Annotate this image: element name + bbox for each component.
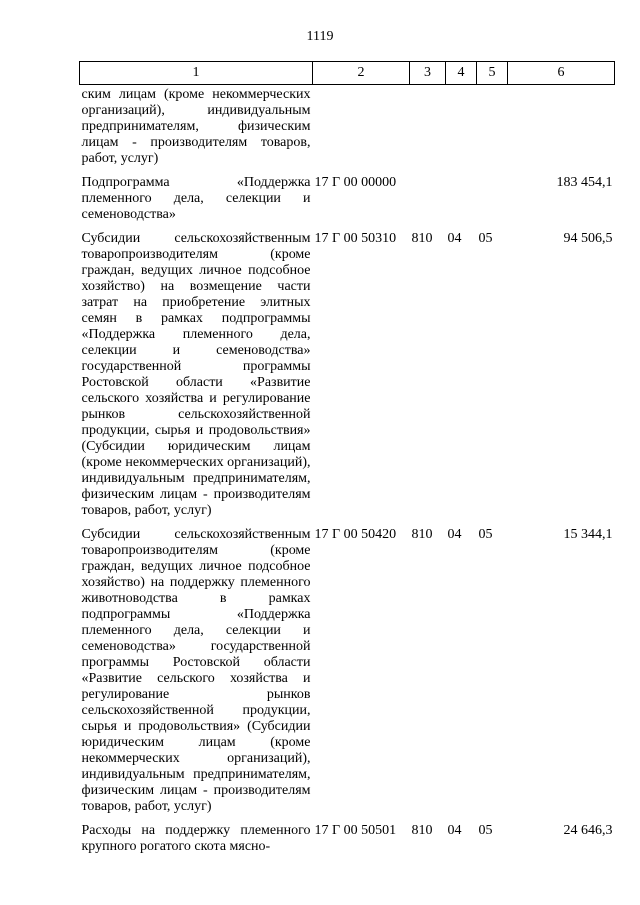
row-rz	[446, 167, 477, 223]
row-pr: 05	[478, 527, 493, 542]
column-header: 2	[313, 62, 410, 85]
row-sum: 24 646,3	[563, 823, 613, 838]
row-code: 17 Г 00 50310	[314, 231, 397, 246]
row-rz: 04	[447, 231, 462, 246]
table-header-row	[80, 62, 615, 85]
row-code: 17 Г 00 50420	[314, 527, 397, 542]
row-name: Расходы на поддержку племенного крупного рогатого скота мясно-	[81, 823, 311, 854]
row-pr	[477, 167, 508, 223]
column-header: 5	[477, 62, 508, 85]
row-name: Подпрограмма «Поддержка племенного дела, селекции и семеноводства»	[81, 175, 311, 222]
row-name: ским лицам (кроме некоммерческих организаций), индивидуальным предпринимателям, физическим лицам - производителям товаров, работ, услуг)	[80, 85, 313, 168]
row-rz: 04	[447, 527, 462, 542]
row-code: 17 Г 00 50501	[314, 823, 397, 838]
column-header: 1	[80, 62, 313, 85]
row-vr: 810	[411, 527, 433, 542]
table-row	[80, 223, 615, 519]
table-row	[80, 167, 615, 223]
table-row	[80, 815, 615, 855]
row-rz	[446, 85, 477, 168]
row-pr: 05	[478, 231, 493, 246]
row-sum	[508, 85, 615, 168]
row-vr: 810	[411, 231, 433, 246]
page-number: 1119	[306, 29, 334, 44]
budget-table	[79, 61, 615, 855]
row-code	[313, 85, 410, 168]
row-pr	[477, 85, 508, 168]
row-vr: 810	[411, 823, 433, 838]
row-rz: 04	[447, 823, 462, 838]
table-row	[80, 519, 615, 815]
column-header: 3	[410, 62, 446, 85]
row-name: Субсидии сельскохозяйственным товаропроизводителям (кроме граждан, ведущих личное подсобное хозяйство) на поддержку племенного животноводства в рамках подпрограммы «Поддержка племенного дела, селекции и семеноводства» государственной программы Ростовской области «Развитие сельского хозяйства и регулирование рынков сельскохозяйственной продукции, сырья и продовольствия» (Субсидии юридическим лицам (кроме некоммерческих организаций), индивидуальным предпринимателям, физическим лицам - производителям товаров, работ, услуг)	[81, 527, 311, 814]
column-header: 6	[508, 62, 615, 85]
row-name: Субсидии сельскохозяйственным товаропроизводителям (кроме граждан, ведущих личное подсобное хозяйство) на возмещение части затрат на приобретение элитных семян в рамках подпрограммы «Поддержка племенного дела, селекции и семеноводства» государственной программы Ростовской области «Развитие сельского хозяйства и регулирование рынков сельскохозяйственной продукции, сырья и продовольствия» (Субсидии юридическим лицам (кроме некоммерческих организаций), индивидуальным предпринимателям, физическим лицам - производителям товаров, работ, услуг)	[81, 231, 311, 518]
column-header: 4	[446, 62, 477, 85]
row-vr	[410, 85, 446, 168]
table-row	[80, 85, 615, 168]
row-sum: 15 344,1	[563, 527, 613, 542]
row-vr	[410, 167, 446, 223]
row-code: 17 Г 00 00000	[314, 175, 397, 190]
row-sum: 183 454,1	[556, 175, 613, 190]
row-pr: 05	[478, 823, 493, 838]
row-sum: 94 506,5	[563, 231, 613, 246]
